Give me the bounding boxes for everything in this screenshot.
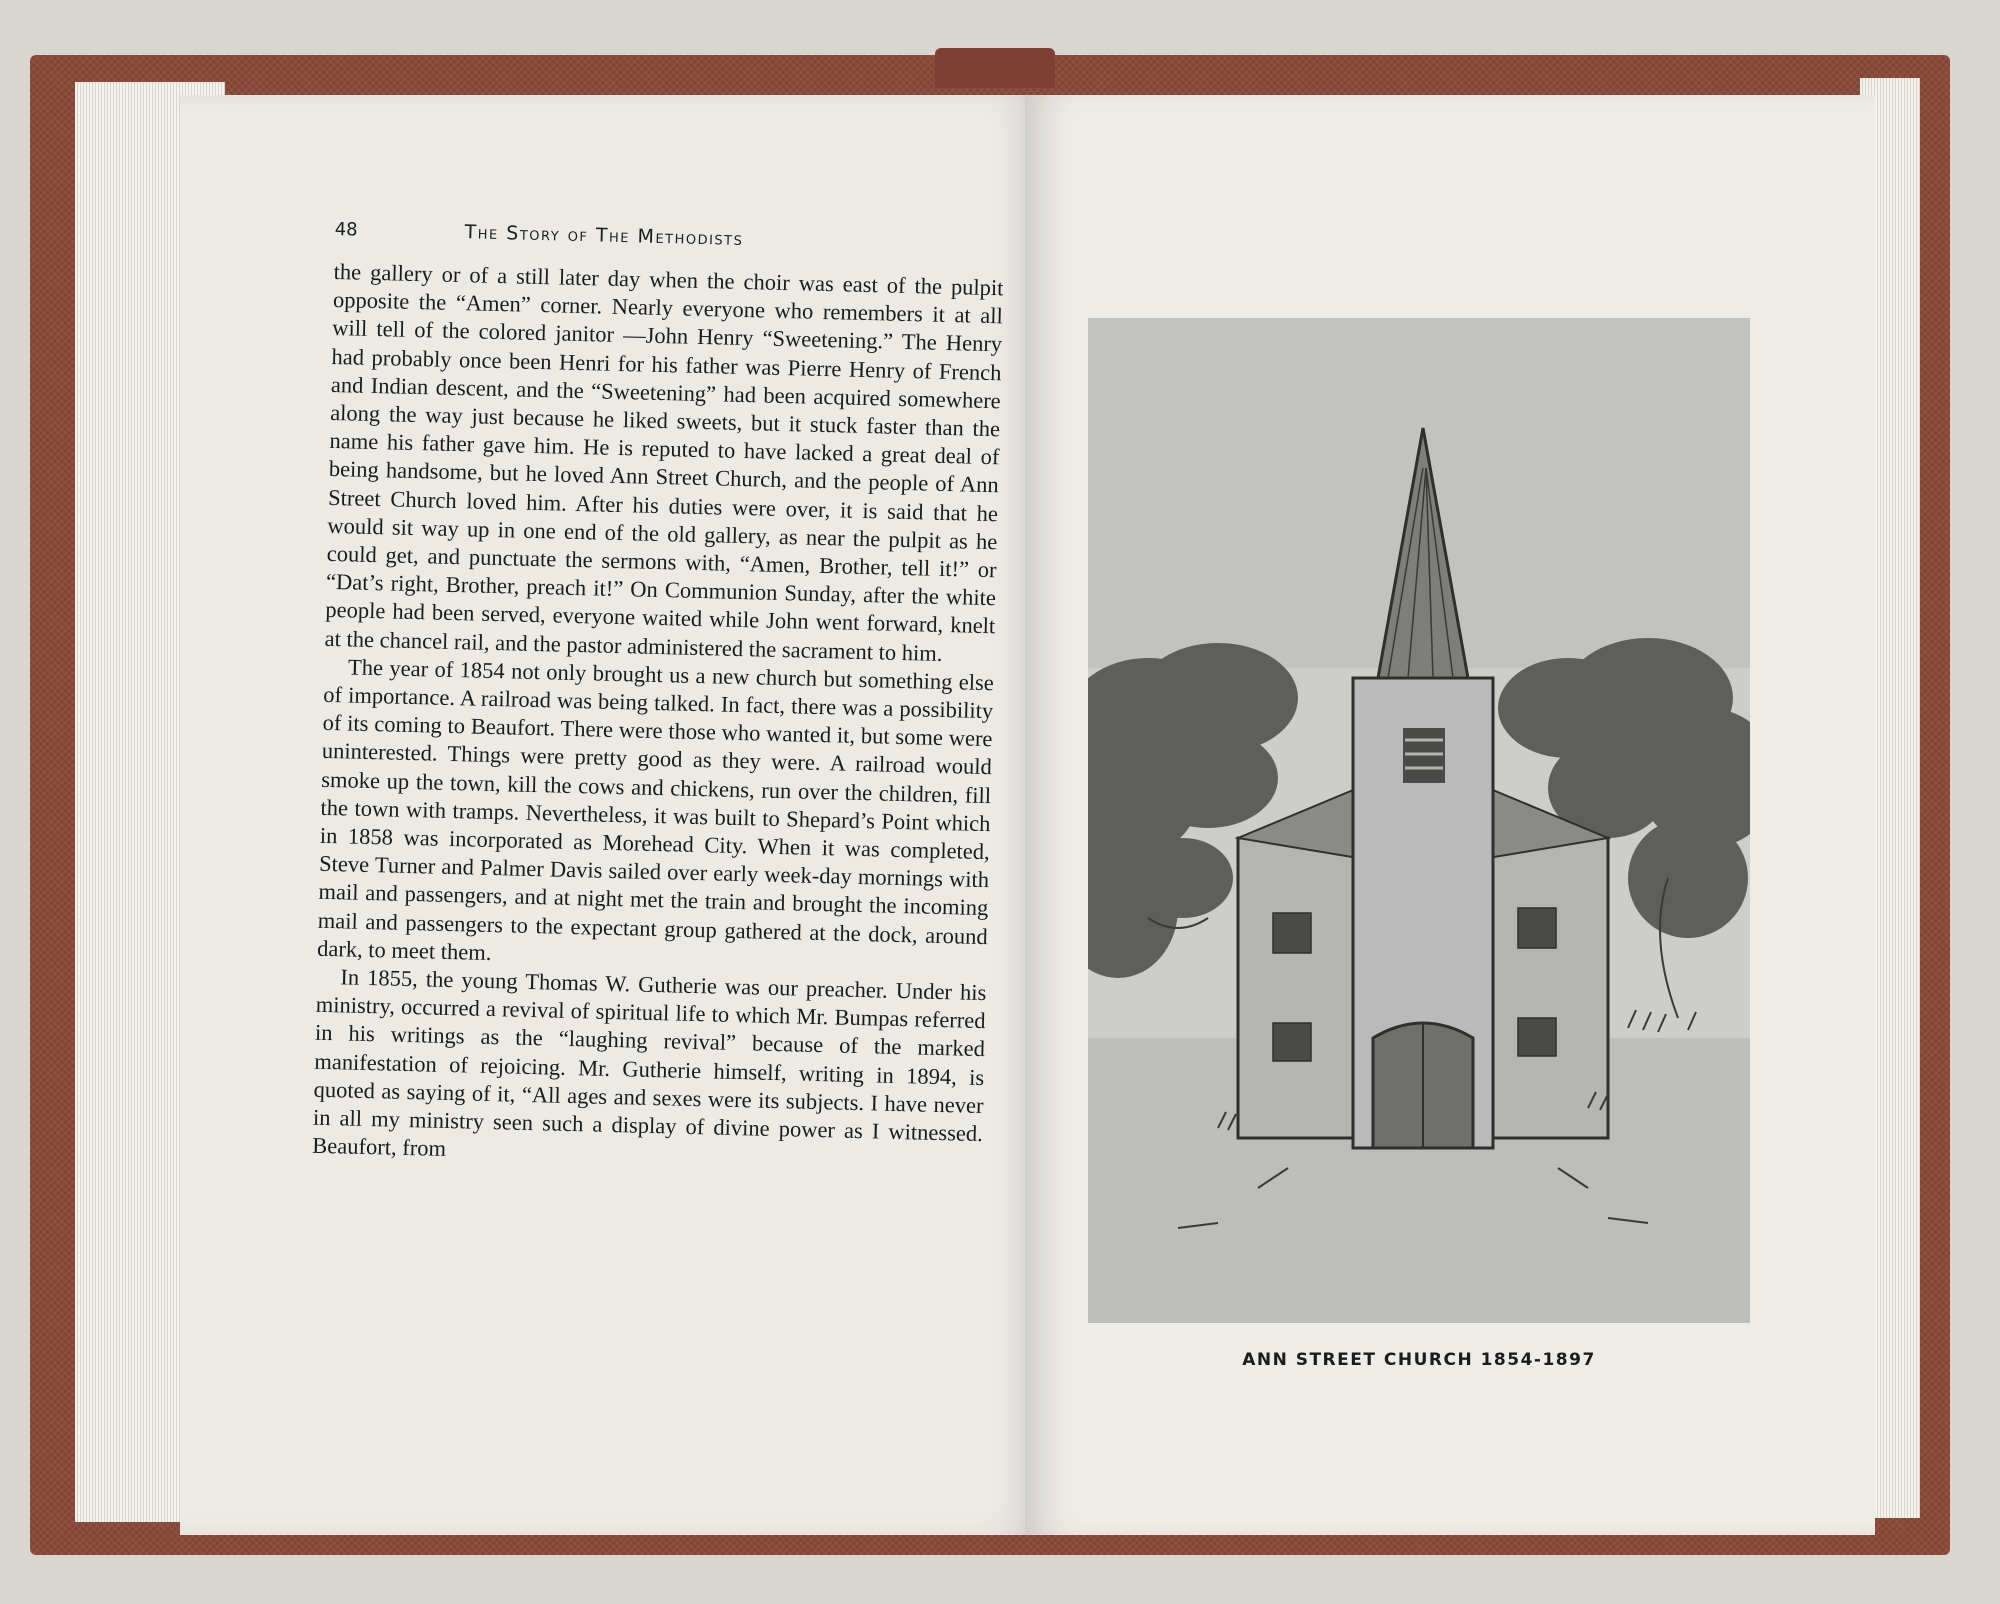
paragraph-2: The year of 1854 not only brought us a new church but something else of importance. A railroad was being talked. In fact, there was a possibility of its coming to Beaufort. There were those who wanted it, but some were uninterested. Things were pretty good as they were. A railroad would smoke up the town, kill the cows and chickens, run over the children, fill the town with tramps. Nevertheless, it was built to Shepard’s Point which in 1858 was incorporated as Morehead City. When it was completed, Steve Turner and Palmer Davis sailed over early week-day mornings with mail and passengers, and at night met the train and brought the incoming mail and passengers to the expectant group gathered at the dock, around dark, to meet them. (316, 654, 995, 965)
church-illustration (1088, 318, 1750, 1323)
illustration-caption: ANN STREET CHURCH 1854-1897 (1242, 1350, 1596, 1370)
left-page-text (312, 218, 1005, 1177)
book-spine (935, 48, 1055, 88)
paragraph-1: the gallery or of a still later day when the choir was east of the pulpit opposite the “Amen” corner. Nearly everyone who remembers it at all will tell of the colored janitor —John Henry “Sweetening.” The Henry had probably once been Henri for his father was Pierre Henry of French and Indian descent, and the “Sweetening” had been acquired somewhere along the way just because he liked sweets, but it stuck faster than the name his father gave him. He is reputed to have lacked a great deal of being handsome, but he loved Ann Street Church, and the people of Ann Street Church loved him. After his duties were over, it is said that he would sit way up in one end of the old gallery, as near the pulpit as he could get, and punctuate the sermons with, “Amen, Brother, tell it!” or “Dat’s right, Brother, preach it!” On Communion Sunday, after the white people had been served, everyone waited while John went forward, knelt at the chancel rail, and the pastor administered the sacrament to him. (324, 258, 1004, 666)
paragraph-3: In 1855, the young Thomas W. Gutherie was our preacher. Under his ministry, occurred a revival of spiritual life to which Mr. Bumpas referred in his writings as the “laughing revival” because of the marked manifestation of rejoicing. Mr. Gutherie himself, writing in 1894, is quoted as saying of it, “All ages and sexes were its subjects. I have never in all my ministry seen such a display of divine power as I witnessed. Beaufort, from (312, 964, 987, 1162)
running-head: The Story of The Methodists (464, 221, 744, 250)
page-number: 48 (334, 218, 358, 241)
